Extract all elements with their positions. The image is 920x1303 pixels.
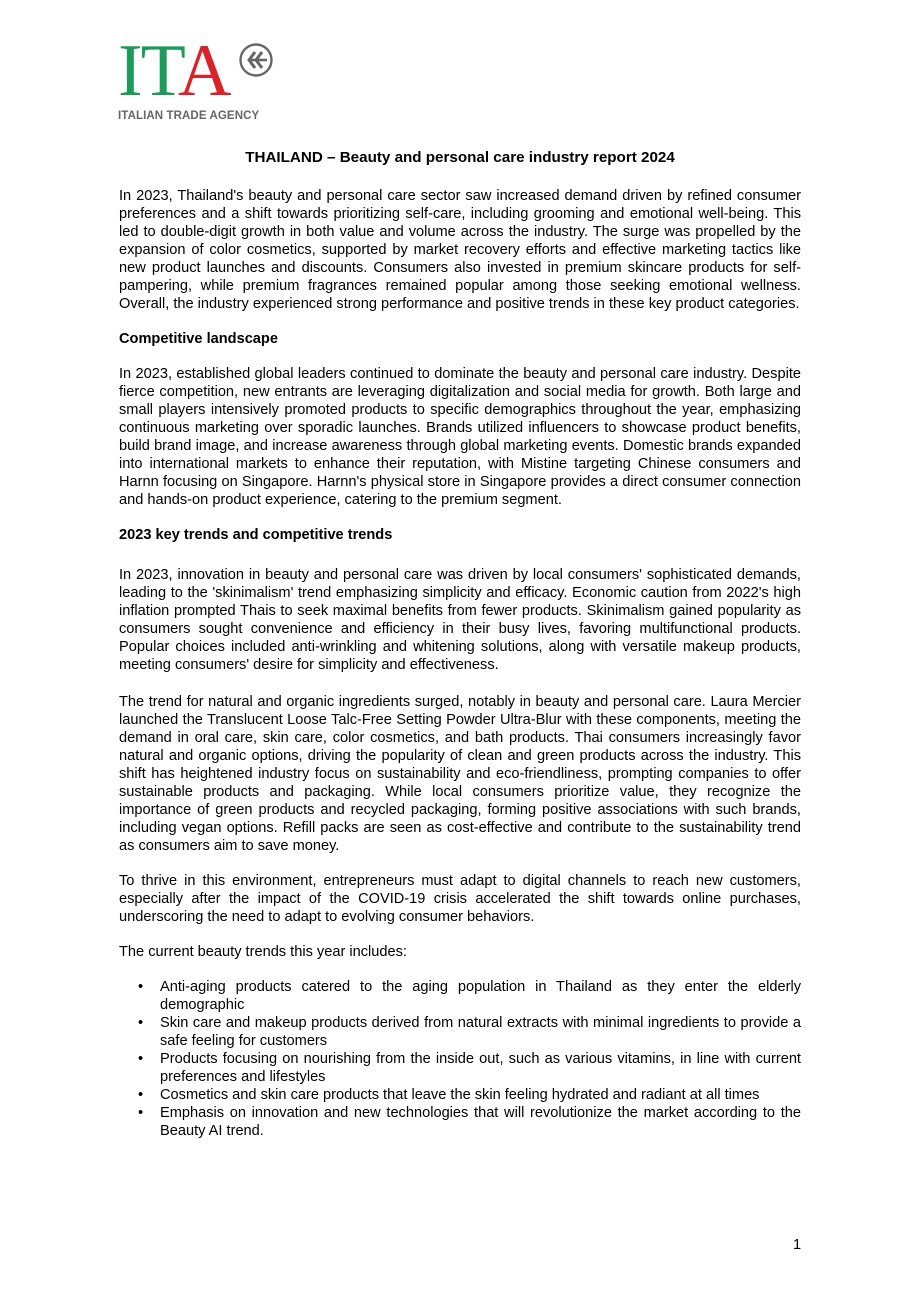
intro-paragraph: In 2023, Thailand's beauty and personal care sector saw increased demand driven by refined consumer preferences and a shift towards prioritizing self-care, including grooming and emotional well-being. This led to double-digit growth in both value and volume across the industry. The surge was propelled by the expansion of color cosmetics, supported by market recovery efforts and effective marketing tactics like new product launches and discounts. Consumers also invested in premium skincare products for self-pampering, while premium fragrances remained popular among those seeking emotional wellness. Overall, the industry experienced strong performance and positive trends in these key product categories.	[119, 188, 801, 312]
page-number: 1	[793, 1237, 802, 1253]
trends-list-intro: The current beauty trends this year includes:	[119, 944, 407, 960]
list-item-text: Products focusing on nourishing from the inside out, such as various vitamins, in line with current preferences and lifestyles	[160, 1051, 801, 1085]
list-item-text: Emphasis on innovation and new technologies that will revolutionize the market according to the Beauty AI trend.	[160, 1105, 801, 1139]
key-trends-paragraph-2: The trend for natural and organic ingredients surged, notably in beauty and personal care. Laura Mercier launched the Translucent Loose Talc-Free Setting Powder Ultra-Blur with these components, meeting the demand in oral care, skin care, color cosmetics, and bath products. Thai consumers increasingly favor natural and organic options, driving the popularity of clean and green products across the industry. This shift has heightened industry focus on sustainability and eco-friendliness, prompting companies to offer sustainable products and packaging. While local consumers prioritize value, they recognize the importance of green products and recycled packaging, forming positive associations with such brands, including vegan options. Refill packs are seen as cost-effective and contribute to the sustainability trend as consumers aim to save money.	[119, 694, 801, 854]
section-heading-key-trends: 2023 key trends and competitive trends	[119, 527, 393, 543]
list-item	[138, 1050, 801, 1086]
list-item	[138, 1014, 801, 1050]
list-item	[138, 1086, 801, 1104]
logo-letter-a: A	[177, 30, 230, 112]
bullet-icon: •	[138, 979, 144, 995]
arrows-emblem-icon	[238, 42, 274, 78]
bullet-icon: •	[138, 1087, 144, 1103]
logo-letter-i: I	[118, 30, 141, 112]
section-heading-competitive-landscape: Competitive landscape	[119, 331, 278, 347]
list-item-text: Cosmetics and skin care products that leave the skin feeling hydrated and radiant at all times	[160, 1087, 760, 1103]
trends-list	[119, 978, 801, 1140]
ita-logo	[118, 30, 278, 126]
key-trends-paragraph-1: In 2023, innovation in beauty and personal care was driven by local consumers' sophisticated demands, leading to the 'skinimalism' trend emphasizing simplicity and efficacy. Economic caution from 2022's high inflation prompted Thais to seek maximal benefits from fewer products. Skinimalism gained popularity as consumers sought convenience and efficiency in their busy lives, favoring multifunctional products. Popular choices included anti-wrinkling and whitening solutions, along with versatile makeup products, meeting consumers' desire for simplicity and effectiveness.	[119, 567, 801, 673]
list-item-text: Skin care and makeup products derived from natural extracts with minimal ingredients to provide a safe feeling for customers	[160, 1015, 801, 1049]
logo-letter-t: T	[140, 30, 178, 112]
document-body	[119, 148, 801, 1140]
key-trends-paragraph-3: To thrive in this environment, entrepreneurs must adapt to digital channels to reach new customers, especially after the impact of the COVID-19 crisis accelerated the shift towards online purchases, underscoring the need to adapt to evolving consumer behaviors.	[119, 873, 801, 925]
list-item-text: Anti-aging products catered to the aging population in Thailand as they enter the elderly demographic	[160, 979, 801, 1013]
logo-letters	[118, 30, 230, 112]
bullet-icon: •	[138, 1051, 144, 1067]
bullet-icon: •	[138, 1105, 144, 1121]
document-title: THAILAND – Beauty and personal care industry report 2024	[245, 149, 675, 166]
logo-caption: ITALIAN TRADE AGENCY	[118, 110, 260, 122]
competitive-landscape-paragraph: In 2023, established global leaders continued to dominate the beauty and personal care industry. Despite fierce competition, new entrants are leveraging digitalization and social media for growth. Both large and small players intensively promoted products to specific demographics throughout the year, emphasizing continuous marketing over sporadic launches. Brands utilized influencers to showcase product benefits, build brand image, and increase awareness through global marketing events. Domestic brands expanded into international markets to enhance their reputation, with Mistine targeting Chinese consumers and Harnn focusing on Singapore. Harnn's physical store in Singapore provides a direct consumer connection and hands-on product experience, catering to the premium segment.	[119, 366, 801, 508]
list-item	[138, 1104, 801, 1140]
bullet-icon: •	[138, 1015, 144, 1031]
list-item	[138, 978, 801, 1014]
